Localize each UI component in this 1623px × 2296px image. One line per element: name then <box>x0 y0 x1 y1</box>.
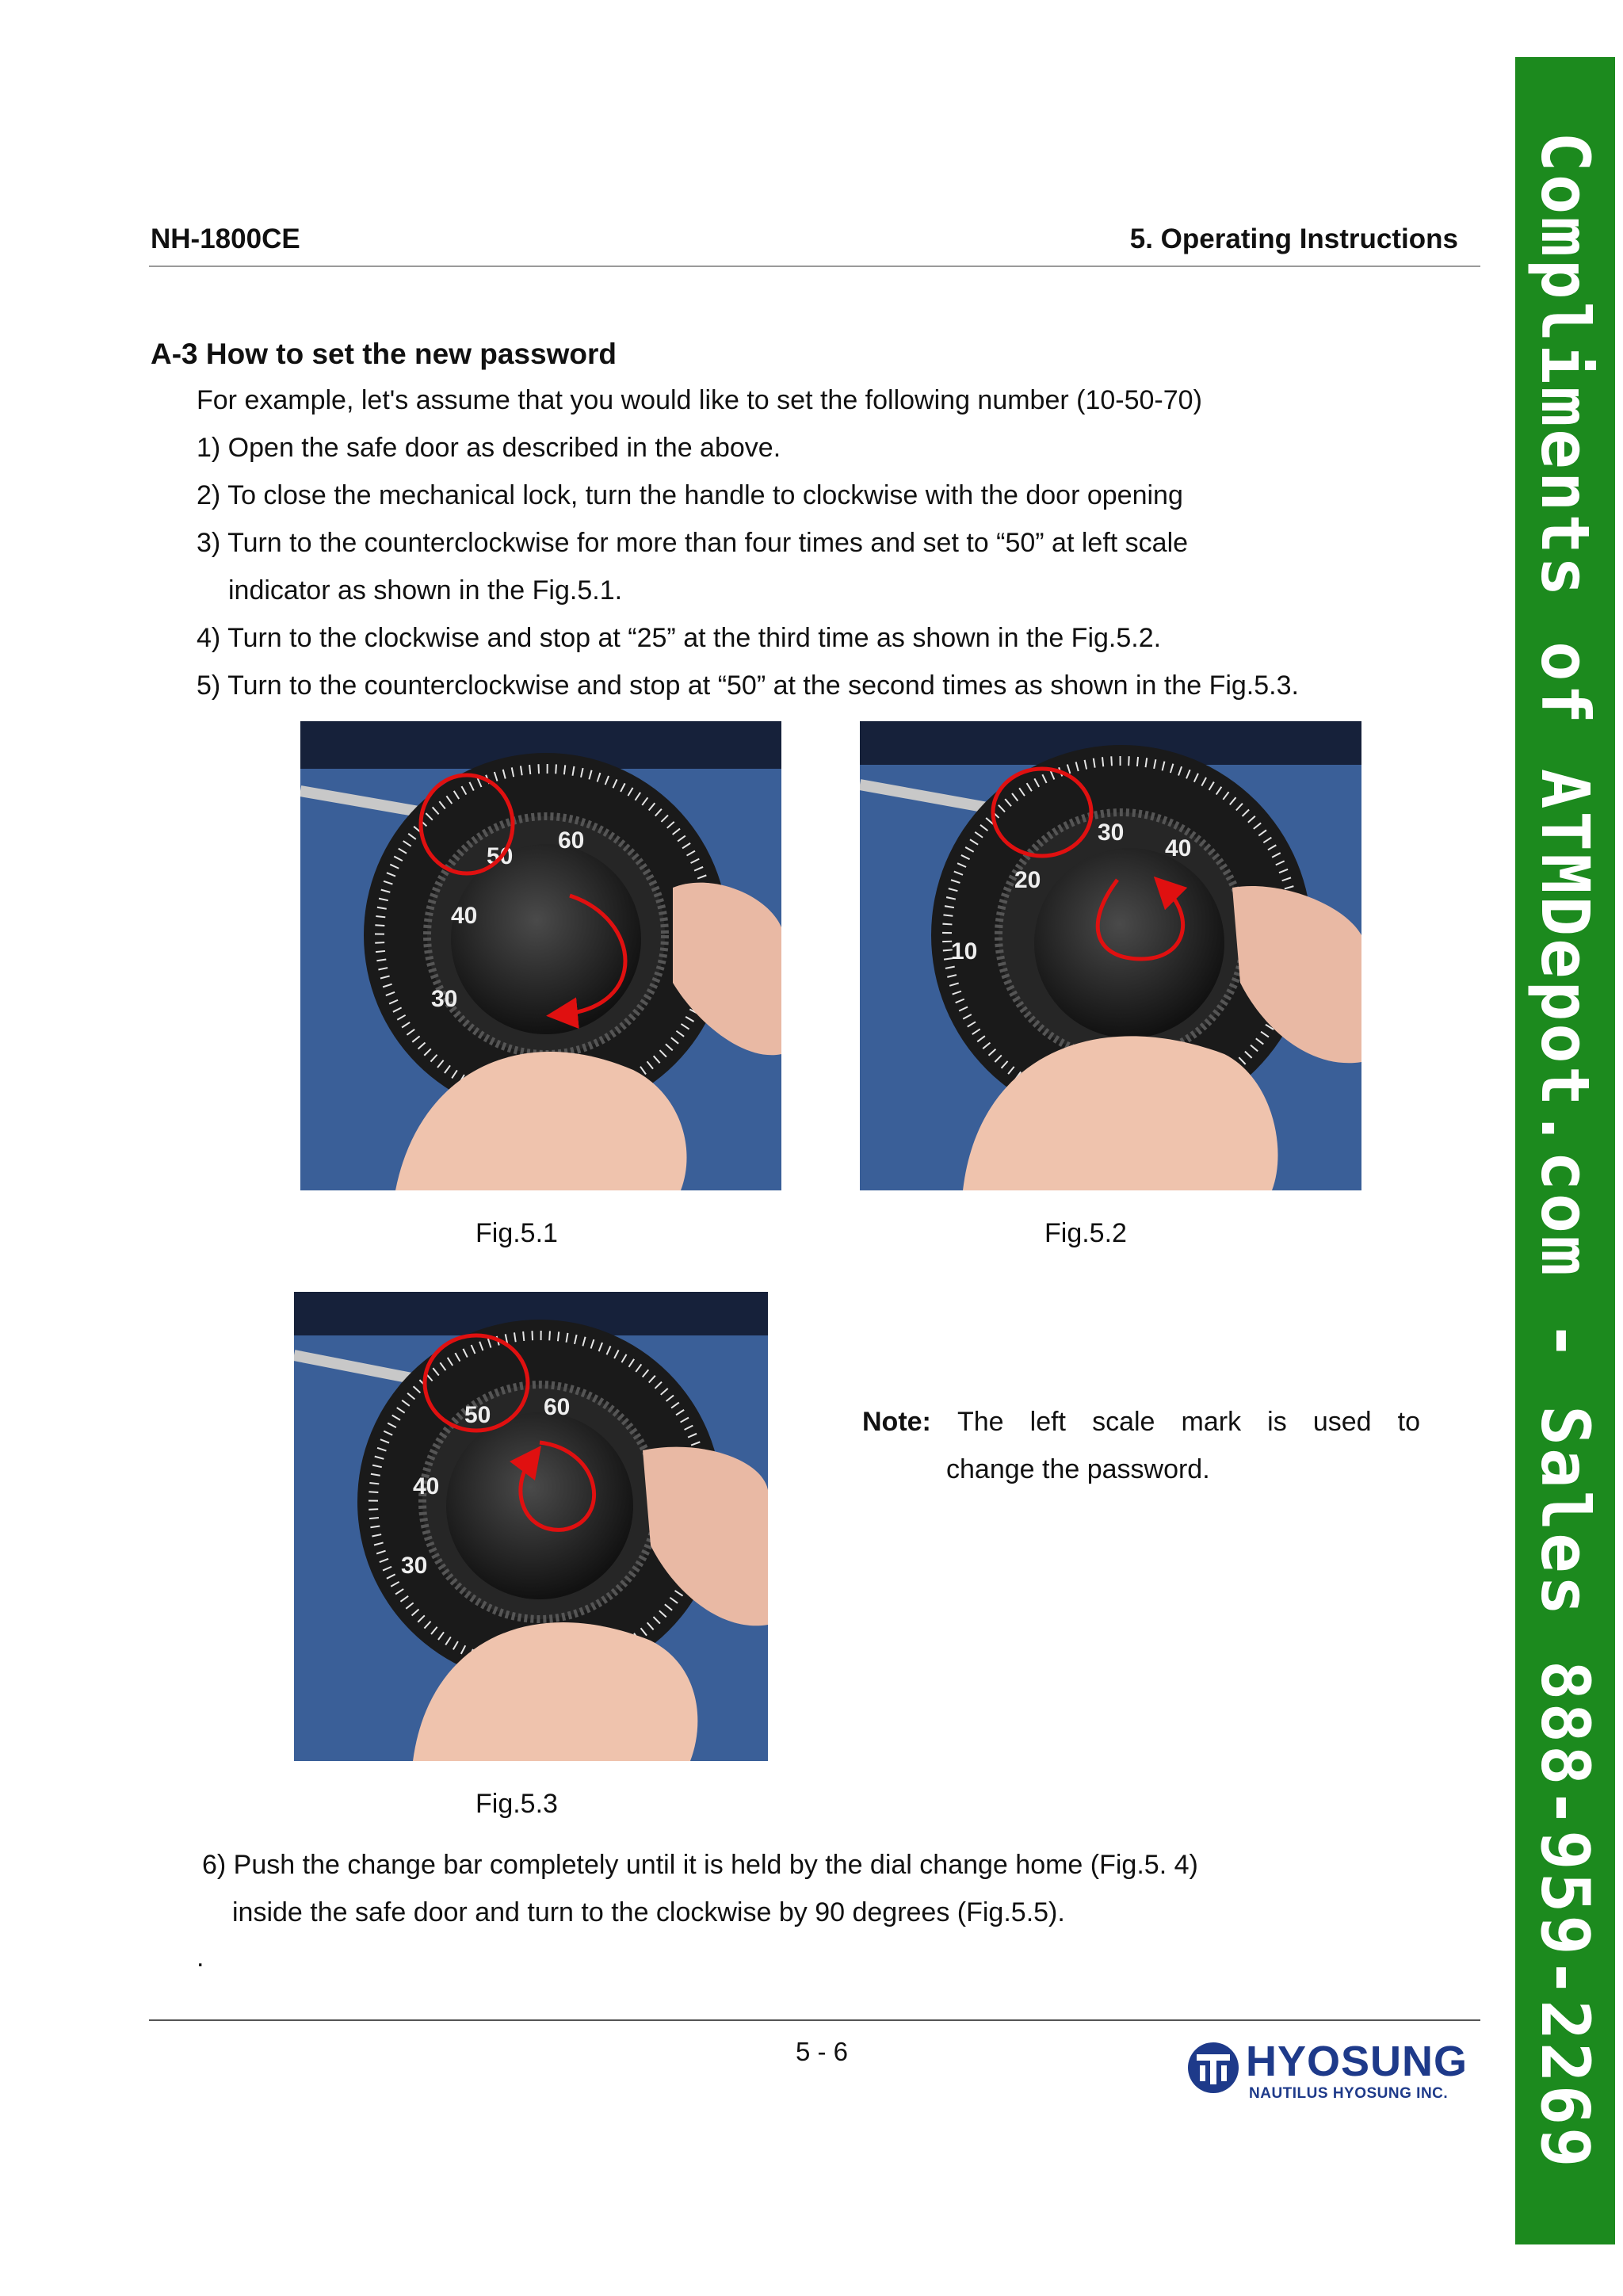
step-3-continuation: indicator as shown in the Fig.5.1. <box>228 575 623 606</box>
footer-rule <box>149 2019 1480 2021</box>
page-header <box>151 223 1458 255</box>
dial-label: 40 <box>451 903 478 929</box>
note-second-line: change the password. <box>946 1454 1210 1484</box>
note-word: to <box>1397 1407 1420 1437</box>
trailing-dot: . <box>197 1943 204 1973</box>
dial-label: 50 <box>487 843 514 869</box>
caption-fig-5-1: Fig.5.1 <box>475 1218 558 1248</box>
dial-label: 50 <box>464 1402 491 1428</box>
step-2: 2) To close the mechanical lock, turn the handle to clockwise with the door opening <box>197 480 1183 510</box>
page-number: 5 - 6 <box>796 2037 849 2066</box>
section-title: A-3 How to set the new password <box>151 338 617 370</box>
dial-label: 40 <box>413 1473 440 1499</box>
dial-label: 30 <box>401 1553 428 1579</box>
step-6-continuation: inside the safe door and turn to the clockwise by 90 degrees (Fig.5.5). <box>232 1897 1065 1927</box>
step-5: 5) Turn to the counterclockwise and stop at “50” at the second times as shown in the Fig.5.3. <box>197 670 1299 701</box>
note-label: Note: <box>862 1407 931 1437</box>
caption-fig-5-2: Fig.5.2 <box>1044 1218 1127 1248</box>
dial-label: 10 <box>951 938 978 965</box>
dial-label: 60 <box>558 827 585 854</box>
note-word: scale <box>1092 1407 1155 1437</box>
step-3: 3) Turn to the counterclockwise for more than four times and set to “50” at left scale <box>197 528 1189 558</box>
caption-fig-5-3: Fig.5.3 <box>475 1789 558 1819</box>
step-6: 6) Push the change bar completely until it is held by the dial change home (Fig.5. 4) <box>202 1850 1198 1880</box>
logo-wordmark: HYOSUNG <box>1246 2038 1468 2085</box>
dial-knob <box>446 1412 633 1599</box>
logo-subtitle: NAUTILUS HYOSUNG INC. <box>1249 2085 1449 2102</box>
note-first-line <box>862 1398 1420 1446</box>
figure-5-1-photo <box>300 721 781 1190</box>
hyosung-emblem-icon <box>1186 2040 1241 2095</box>
figure-5-2-photo <box>860 721 1361 1190</box>
model-name: NH-1800CE <box>151 223 300 254</box>
dial-label: 30 <box>431 986 458 1012</box>
header-rule <box>149 266 1480 267</box>
note-word: used <box>1312 1407 1372 1437</box>
banner-text: Compliments of ATMDepot.com - Sales 888-959-2269 <box>1526 132 1604 2170</box>
figure-5-3-photo <box>294 1292 768 1761</box>
dial-knob <box>1034 848 1224 1038</box>
intro-text: For example, let's assume that you would like to set the following number (10-50-70) <box>197 385 1202 415</box>
dial-label: 40 <box>1165 835 1192 861</box>
note-word: left <box>1029 1407 1066 1437</box>
step-4: 4) Turn to the clockwise and stop at “25” at the third time as shown in the Fig.5.2. <box>197 623 1162 653</box>
dial-label: 20 <box>1014 867 1041 893</box>
hyosung-logo <box>1184 2035 1468 2107</box>
note-block <box>862 1398 1420 1493</box>
dial-label: 60 <box>544 1394 571 1420</box>
side-banner <box>1515 57 1615 2244</box>
note-word: mark <box>1181 1407 1242 1437</box>
dial-label: 30 <box>1098 819 1125 846</box>
note-word: is <box>1267 1407 1287 1437</box>
section-name: 5. Operating Instructions <box>1129 223 1458 254</box>
note-word: The <box>957 1407 1004 1437</box>
step-1: 1) Open the safe door as described in the above. <box>197 433 781 463</box>
